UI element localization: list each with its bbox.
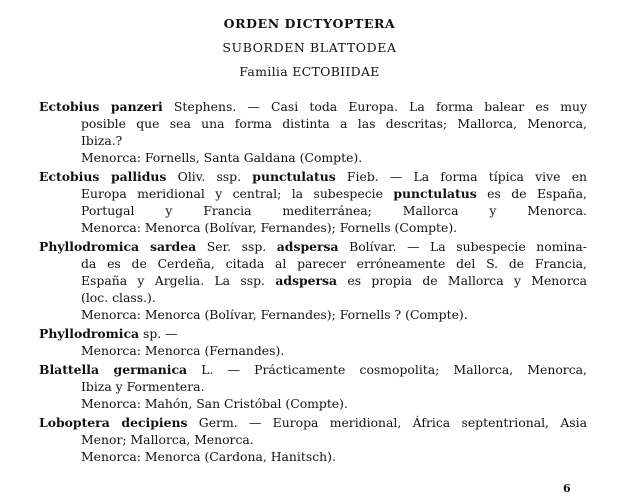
text-segment: Menorca: Menorca (Bolívar, Fernandes); Fornells ? (Compte). bbox=[81, 307, 468, 322]
text-segment: Menorca: Menorca (Fernandes). bbox=[81, 343, 285, 358]
suborder-heading: SUBORDEN BLATTODEA bbox=[222, 40, 397, 55]
taxon-name: Phyllodromica sardea bbox=[39, 239, 197, 254]
text-segment: Menorca: Mahón, San Cristóbal (Compte). bbox=[81, 396, 348, 411]
taxon-name: Blattella germanica bbox=[39, 362, 188, 377]
species-text-line bbox=[39, 149, 587, 166]
species-text-line bbox=[39, 255, 587, 272]
species-heading-line bbox=[39, 168, 587, 185]
text-segment: Menorca: Fornells, Santa Galdana (Compte). bbox=[81, 150, 363, 165]
text-segment: Menor; Mallorca, Menorca. bbox=[81, 432, 254, 447]
species-text-line bbox=[39, 289, 587, 306]
species-text-line bbox=[39, 378, 587, 395]
species-text-line bbox=[39, 202, 587, 219]
species-text-line bbox=[39, 115, 587, 132]
text-segment: España y Argelia. La ssp. bbox=[81, 273, 276, 288]
species-heading-line bbox=[39, 98, 587, 115]
family-heading: Familia ECTOBIIDAE bbox=[239, 64, 380, 79]
species-entry bbox=[39, 414, 587, 465]
taxon-name: Loboptera decipiens bbox=[39, 415, 188, 430]
species-entry bbox=[39, 325, 587, 359]
taxon-name: punctulatus bbox=[393, 186, 477, 201]
taxon-name: Ectobius pallidus bbox=[39, 169, 167, 184]
text-segment: Ibiza y Formentera. bbox=[81, 379, 205, 394]
species-heading-line bbox=[39, 238, 587, 255]
text-segment: sp. — bbox=[139, 326, 178, 341]
text-segment: L. — Prácticamente cosmopolita; Mallorca, Menorca, bbox=[187, 362, 587, 377]
species-text-line bbox=[39, 431, 587, 448]
species-entry bbox=[39, 361, 587, 412]
species-heading-line bbox=[39, 325, 587, 342]
species-heading-line bbox=[39, 414, 587, 431]
species-text-line bbox=[39, 342, 587, 359]
text-segment: Bolívar. — La subespecie nomina- bbox=[338, 239, 587, 254]
order-heading: ORDEN DICTYOPTERA bbox=[223, 16, 396, 31]
species-entry bbox=[39, 238, 587, 323]
text-segment: Europa meridional y central; la subespecie bbox=[81, 186, 394, 201]
text-segment: Stephens. — Casi toda Europa. La forma balear es muy bbox=[162, 99, 587, 114]
text-segment: da es de Cerdeña, citada al parecer erróneamente del S. de Francia, bbox=[81, 256, 587, 271]
species-entry bbox=[39, 168, 587, 236]
taxon-name: adspersa bbox=[275, 273, 338, 288]
taxon-name: Phyllodromica bbox=[39, 326, 140, 341]
text-segment: Menorca: Menorca (Bolívar, Fernandes); Fornells (Compte). bbox=[81, 220, 458, 235]
species-text-line bbox=[39, 448, 587, 465]
species-text-line bbox=[39, 272, 587, 289]
page-number: 6 bbox=[563, 482, 571, 495]
text-segment: (loc. class.). bbox=[81, 290, 156, 305]
species-heading-line bbox=[39, 361, 587, 378]
species-list bbox=[39, 98, 587, 467]
text-segment: es propia de Mallorca y Menorca bbox=[337, 273, 587, 288]
text-segment: es de España, bbox=[476, 186, 587, 201]
text-segment: Oliv. ssp. bbox=[166, 169, 253, 184]
text-segment: Portugal y Francia mediterránea; Mallorca y Menorca. bbox=[81, 203, 587, 218]
species-text-line bbox=[39, 185, 587, 202]
text-segment: Germ. — Europa meridional, África septentrional, Asia bbox=[187, 415, 587, 430]
text-segment: Fieb. — La forma típica vive en bbox=[335, 169, 588, 184]
text-segment: Ser. ssp. bbox=[196, 239, 277, 254]
taxon-name: punctulatus bbox=[252, 169, 336, 184]
taxon-name: adspersa bbox=[276, 239, 339, 254]
species-text-line bbox=[39, 219, 587, 236]
taxon-name: Ectobius panzeri bbox=[39, 99, 163, 114]
text-segment: posible que sea una forma distinta a las descritas; Mallorca, Menorca, bbox=[81, 116, 587, 131]
species-text-line bbox=[39, 132, 587, 149]
species-text-line bbox=[39, 306, 587, 323]
species-entry bbox=[39, 98, 587, 166]
text-segment: Menorca: Menorca (Cardona, Hanitsch). bbox=[81, 449, 336, 464]
text-segment: Ibiza.? bbox=[81, 133, 123, 148]
species-text-line bbox=[39, 395, 587, 412]
